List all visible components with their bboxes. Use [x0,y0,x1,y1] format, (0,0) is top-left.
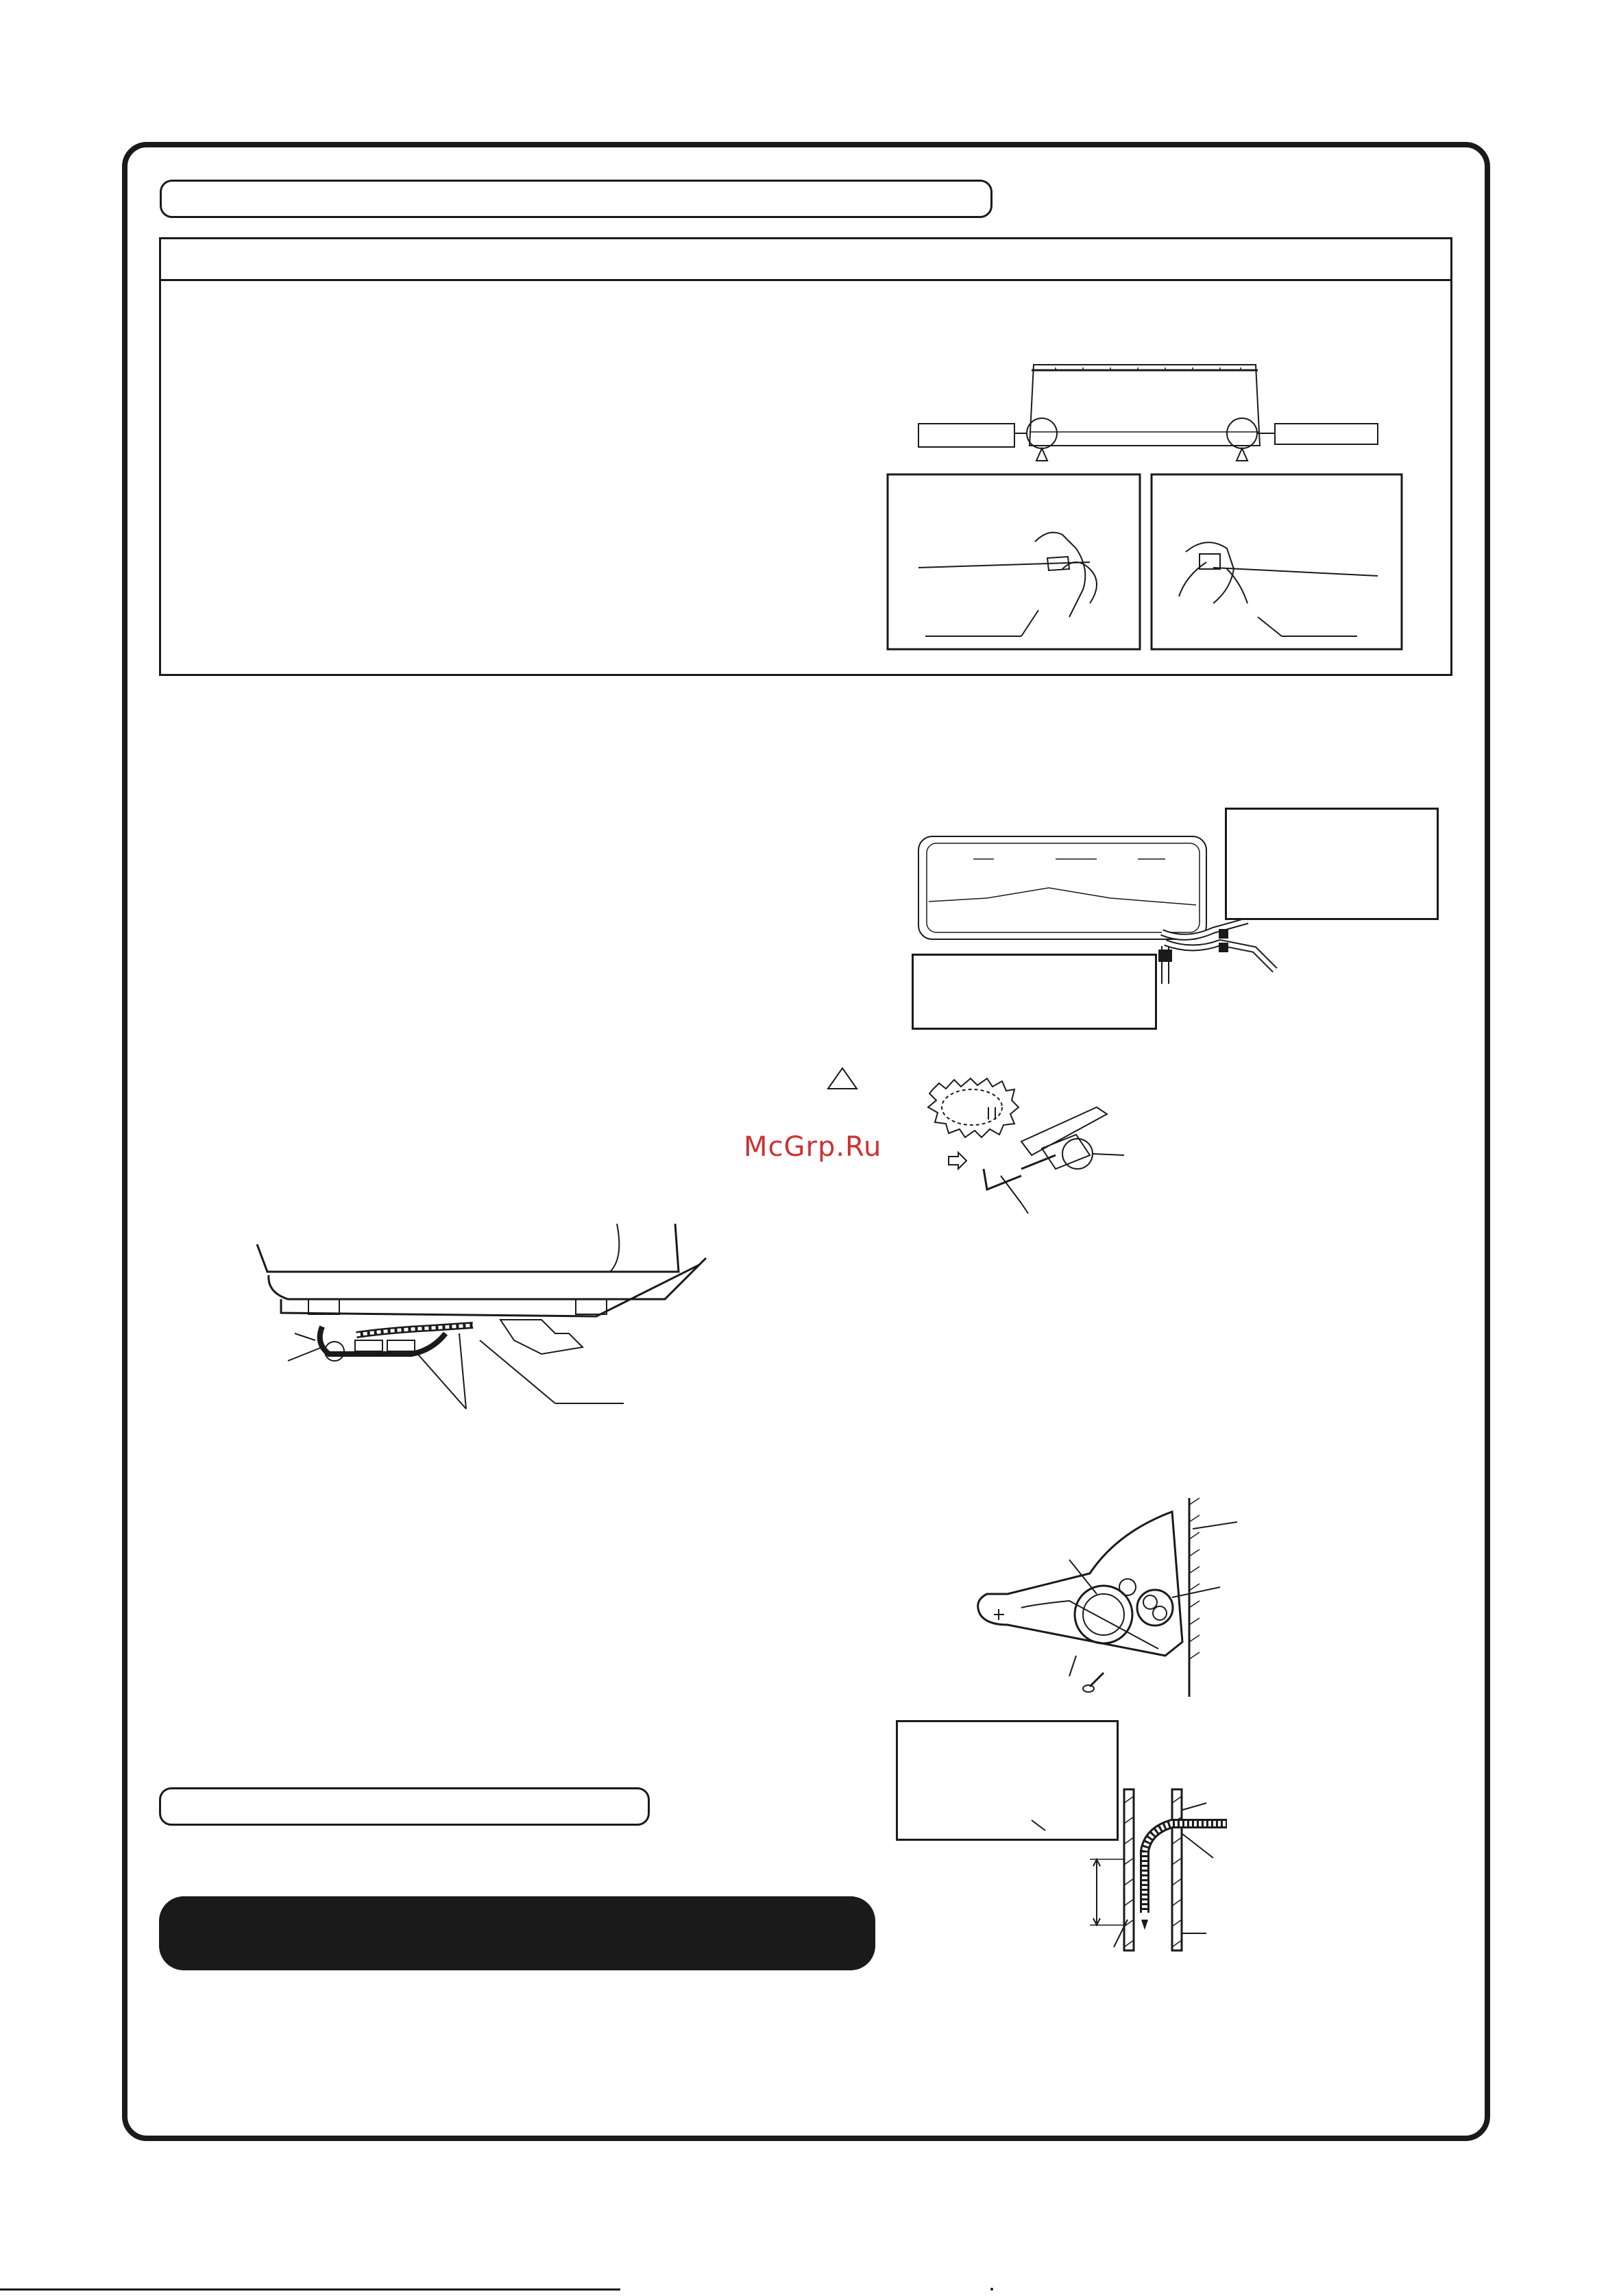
info-section-header [161,239,1450,281]
right-callout-circle [1227,418,1257,448]
pipe-note-box-right [1225,808,1439,920]
pipe-cross-section-figure [966,1491,1268,1697]
bottom-rule [0,2288,620,2291]
flare-tool-figure [918,1066,1145,1231]
unit-bottom-pipe-figure [254,1217,720,1429]
pipe-note-box-left [912,954,1157,1030]
subsection-title-pill [159,1787,650,1826]
wall-sleeve-figure [1028,1783,1247,1954]
warning-triangle-icon [826,1066,859,1091]
bottom-mark [990,2288,993,2291]
left-detail-box [888,474,1140,649]
indoor-unit-front-figure [884,343,1419,658]
black-banner [159,1896,875,1970]
left-callout-circle [1027,418,1057,448]
right-detail-box [1152,474,1402,649]
watermark-text: McGrp.Ru [744,1131,882,1163]
left-callout-label [918,424,1014,447]
section-title-pill [160,180,993,218]
right-callout-label [1275,424,1378,444]
